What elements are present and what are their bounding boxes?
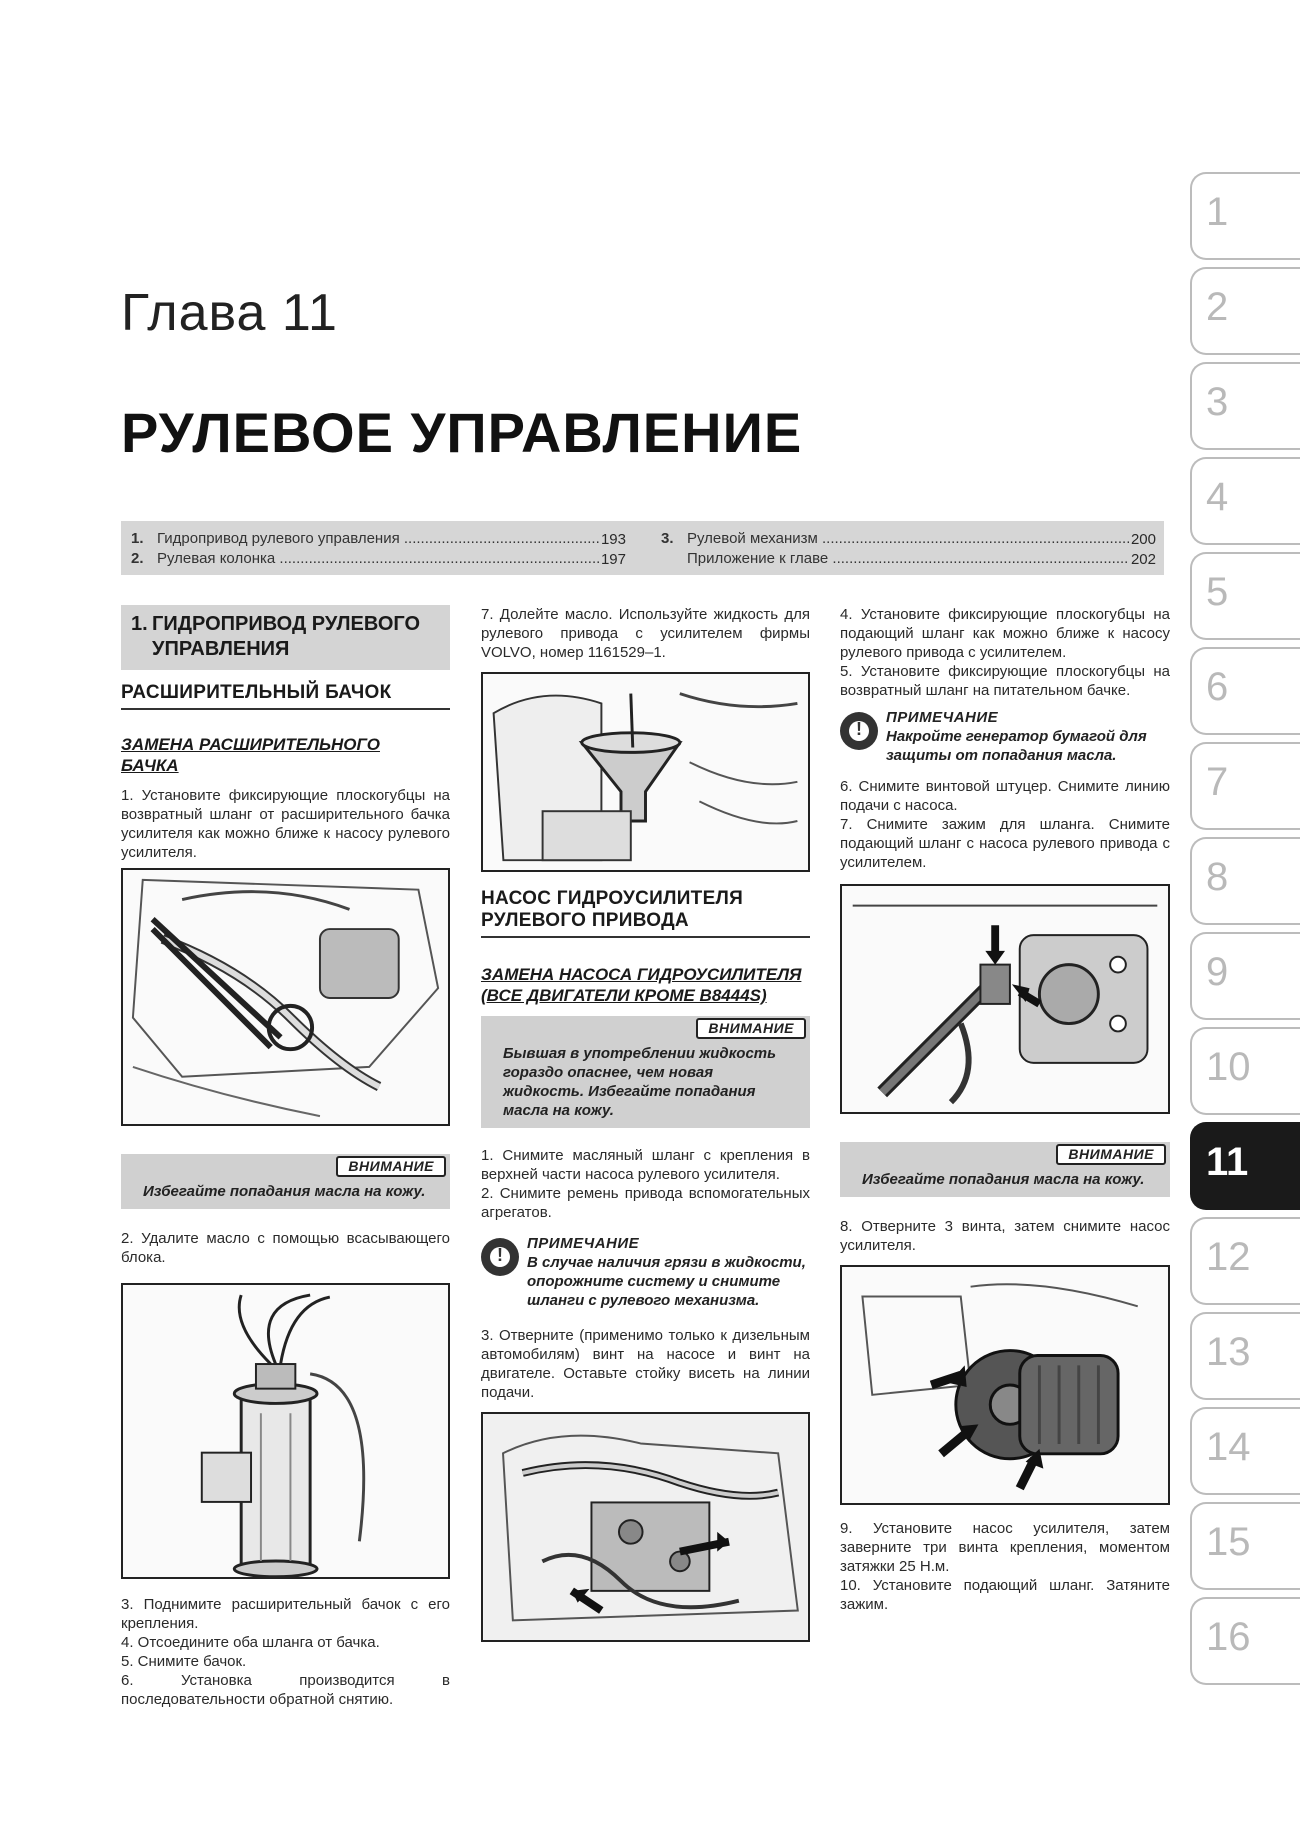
toc-item[interactable] bbox=[131, 530, 626, 549]
note-box bbox=[481, 1234, 810, 1310]
column-3 bbox=[840, 605, 1170, 1614]
tab-chapter-14[interactable]: 14 bbox=[1190, 1407, 1300, 1495]
toc-text: Гидропривод рулевого управления ..... bbox=[157, 530, 599, 549]
step-text: 3. Поднимите расширительный бачок с его крепления. bbox=[121, 1596, 450, 1632]
toc-num: 2. bbox=[131, 550, 144, 567]
figure-pump-removal bbox=[840, 1265, 1170, 1505]
tab-chapter-6[interactable]: 6 bbox=[1190, 647, 1300, 735]
tab-chapter-3[interactable]: 3 bbox=[1190, 362, 1300, 450]
tab-chapter-8[interactable]: 8 bbox=[1190, 837, 1300, 925]
toc-num: 3. bbox=[661, 530, 674, 547]
warning-tag: ВНИМАНИЕ bbox=[336, 1156, 446, 1177]
tab-chapter-1[interactable]: 1 bbox=[1190, 172, 1300, 260]
column-1 bbox=[121, 605, 450, 1709]
toc-page: 193 bbox=[600, 531, 626, 548]
toc-text: Рулевая колонка ..... bbox=[157, 550, 599, 569]
step-text: 3. Отверните (применимо только к дизельным автомобилям) винт на насосе и винт на двигателе. Оставьте стойку висеть на линии подачи. bbox=[481, 1327, 810, 1401]
tab-chapter-15[interactable]: 15 bbox=[1190, 1502, 1300, 1590]
toc-page: 202 bbox=[1130, 551, 1156, 568]
warning-text: Избегайте попадания масла на кожу. bbox=[143, 1183, 426, 1200]
warning-tag: ВНИМАНИЕ bbox=[1056, 1144, 1166, 1165]
step-text: 4. Установите фиксирующие плоскогубцы на подающий шланг как можно ближе к насосу рулевого привода с усилителем. bbox=[840, 606, 1170, 661]
step-text: 2. Снимите ремень привода вспомогательных агрегатов. bbox=[481, 1185, 810, 1221]
figure-hose-clamp bbox=[840, 884, 1170, 1114]
procedure-heading: ЗАМЕНА РАСШИРИТЕЛЬНОГО БАЧКА bbox=[121, 735, 380, 775]
note-heading: ПРИМЕЧАНИЕ bbox=[527, 1235, 640, 1252]
figure-oil-funnel bbox=[481, 672, 810, 872]
note-box bbox=[840, 708, 1170, 765]
toc-page: 197 bbox=[600, 551, 626, 568]
note-heading: ПРИМЕЧАНИЕ bbox=[886, 709, 999, 726]
toc-num bbox=[661, 550, 687, 569]
toc-text: Рулевой механизм ..... bbox=[687, 530, 1129, 549]
page-title: РУЛЕВОЕ УПРАВЛЕНИЕ bbox=[121, 401, 803, 464]
tab-chapter-12[interactable]: 12 bbox=[1190, 1217, 1300, 1305]
step-text: 5. Установите фиксирующие плоскогубцы на возвратный шланг на питательном бачке. bbox=[840, 663, 1170, 699]
figure-drawing bbox=[123, 870, 448, 1124]
step-text: 1. Снимите масляный шланг с крепления в верхней части насоса рулевого усилителя. bbox=[481, 1147, 810, 1183]
step-text: 2. Удалите масло с помощью всасывающего блока. bbox=[121, 1230, 450, 1266]
step-text: 4. Отсоедините оба шланга от бачка. bbox=[121, 1634, 380, 1651]
figure-pliers-hose bbox=[121, 868, 450, 1126]
procedure-heading: ЗАМЕНА НАСОСА ГИДРОУСИЛИТЕЛЯ (ВСЕ ДВИГАТЕЛИ КРОМЕ B8444S) bbox=[481, 965, 802, 1005]
chapter-label: Глава 11 bbox=[121, 284, 338, 342]
warning-box bbox=[481, 1016, 810, 1128]
toc-item[interactable] bbox=[131, 550, 626, 569]
tab-chapter-13[interactable]: 13 bbox=[1190, 1312, 1300, 1400]
step-text: 9. Установите насос усилителя, затем заверните три винта крепления, моментом затяжки 25 Н.м. bbox=[840, 1520, 1170, 1575]
section-title: ГИДРОПРИВОД РУЛЕВОГО УПРАВЛЕНИЯ bbox=[152, 613, 421, 660]
figure-pump-screws bbox=[481, 1412, 810, 1642]
step-text: 10. Установите подающий шланг. Затяните зажим. bbox=[840, 1577, 1170, 1613]
subsection-heading: РАСШИРИТЕЛЬНЫЙ БАЧОК bbox=[121, 682, 450, 710]
table-of-contents bbox=[121, 521, 1164, 575]
toc-num: 1. bbox=[131, 530, 144, 547]
subsection-heading: НАСОС ГИДРОУСИЛИТЕЛЯ РУЛЕВОГО ПРИВОДА bbox=[481, 888, 810, 938]
tab-chapter-9[interactable]: 9 bbox=[1190, 932, 1300, 1020]
warning-box bbox=[121, 1154, 450, 1209]
step-text: 7. Снимите зажим для шланга. Снимите подающий шланг с насоса рулевого привода с усилителем. bbox=[840, 816, 1170, 871]
tab-chapter-2[interactable]: 2 bbox=[1190, 267, 1300, 355]
warning-text: Избегайте попадания масла на кожу. bbox=[862, 1171, 1145, 1188]
note-text: В случае наличия грязи в жидкости, опорожните систему и снимите шланги с рулевого механизма. bbox=[527, 1254, 806, 1309]
toc-page: 200 bbox=[1130, 531, 1156, 548]
step-text: 1. Установите фиксирующие плоскогубцы на возвратный шланг от расширительного бачка усилителя как можно ближе к насосу рулевого усилителя. bbox=[121, 787, 450, 861]
section-number: 1. bbox=[131, 613, 148, 635]
note-icon bbox=[481, 1238, 519, 1276]
figure-drawing bbox=[842, 886, 1168, 1112]
toc-item[interactable] bbox=[661, 530, 1156, 549]
toc-item[interactable] bbox=[661, 550, 1156, 569]
note-text: Накройте генератор бумагой для защиты от попадания масла. bbox=[886, 728, 1147, 764]
step-text: 6. Снимите винтовой штуцер. Снимите линию подачи с насоса. bbox=[840, 778, 1170, 814]
section-header bbox=[121, 605, 450, 670]
figure-drawing bbox=[123, 1285, 448, 1577]
note-icon bbox=[840, 712, 878, 750]
step-text: 7. Долейте масло. Используйте жидкость для рулевого привода с усилителем фирмы VOLVO, номер 1161529–1. bbox=[481, 606, 810, 661]
step-text: 5. Снимите бачок. bbox=[121, 1653, 247, 1670]
tab-chapter-4[interactable]: 4 bbox=[1190, 457, 1300, 545]
warning-box bbox=[840, 1142, 1170, 1197]
step-text: 8. Отверните 3 винта, затем снимите насос усилителя. bbox=[840, 1218, 1170, 1254]
tab-chapter-10[interactable]: 10 bbox=[1190, 1027, 1300, 1115]
figure-drawing bbox=[842, 1267, 1168, 1503]
column-2 bbox=[481, 605, 810, 1642]
figure-drawing bbox=[483, 1414, 808, 1640]
step-text: 6. Установка производится в последовательности обратной снятию. bbox=[121, 1672, 450, 1708]
tab-chapter-5[interactable]: 5 bbox=[1190, 552, 1300, 640]
warning-tag: ВНИМАНИЕ bbox=[696, 1018, 806, 1039]
tab-chapter-7[interactable]: 7 bbox=[1190, 742, 1300, 830]
figure-drawing bbox=[483, 674, 808, 870]
toc-text: Приложение к главе ..... bbox=[687, 550, 1129, 569]
warning-text: Бывшая в употреблении жидкость гораздо опаснее, чем новая жидкость. Избегайте попадания масла на кожу. bbox=[503, 1045, 777, 1119]
figure-suction-unit bbox=[121, 1283, 450, 1579]
tab-chapter-11[interactable]: 11 bbox=[1190, 1122, 1300, 1210]
tab-chapter-16[interactable]: 16 bbox=[1190, 1597, 1300, 1685]
